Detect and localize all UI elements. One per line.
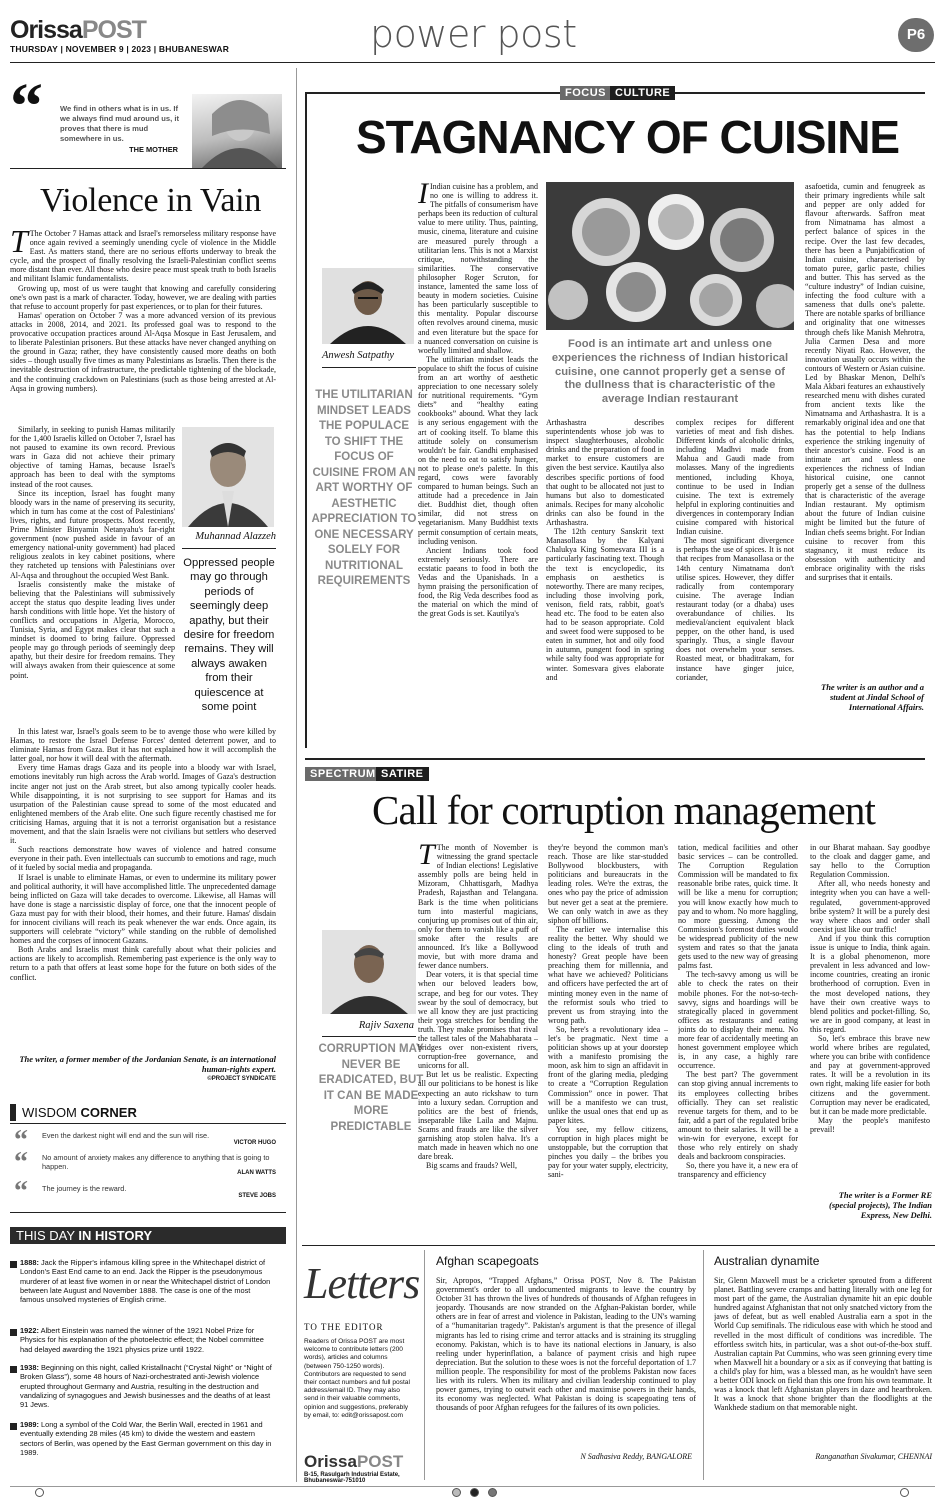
caption-rule bbox=[182, 548, 276, 549]
top-quote-text: We find in others what is in us. If we always find mud around us, it proves that there is mud somewhere in us. bbox=[60, 104, 179, 143]
history-bullet-icon bbox=[10, 1366, 17, 1373]
saxena-caption: Rajiv Saxena bbox=[358, 1020, 414, 1031]
violence-body-top: T The October 7 Hamas attack and Israel's remorseless military response have once again revived a seemingly unending cycle of violence in the Middle East. As matters stand, there are no serious efforts underway to break the cycle, and the prospect of finally resolving the Israeli-Palestinian conflict seems more distant than ever. All those who desire peace must speak truth to both Israelis and militant Islamic fundamentalists. Growing up, most of us were taught that knowing and carefully considering one's own past is a mark of character. Today, however, we are dealing with parties that refuse to account properly for past experiences, or to plan for their futures. Hamas' operation on October 7 was a more advanced version of its previous attacks in 2008, 2014, and 2021. Its professed goal was to respond to the provocative occupation practices around Al-Aqsa Mosque in East Jerusalem, and to liberate Palestinian prisoners. But these attacks have never changed anything on the ground in Gaza; rather, they have consistently caused more deaths on both sides – though usually five times as many Palestinians as Israelis. Then there is the inevitable destruction of infrastructure, the predictable tightening of the blockade, and the continuing crackdown on Palestinians (such as those being arrested at Al-Aqsa in growing numbers). bbox=[10, 229, 276, 393]
the-mother-photo bbox=[192, 94, 282, 168]
corruption-para: The best part? The government can stop giving annual increments to its employees collecting bribes officially. They can set realistic revenue targets for them, and to be fair, add a part of the regulated bribe amount to their salaries. It will be a win-win for everyone, except for those who rely entirely on shady deals and backroom conspiracies. bbox=[678, 1070, 798, 1162]
letter-2-sender: Ranganathan Sivakumar, CHENNAI bbox=[815, 1452, 932, 1461]
satpathy-caption: Anwesh Satpathy bbox=[322, 350, 395, 361]
cuisine-para: Indian cuisine has a problem, and no one is willing to address it. The pitfalls of consumerism have perhaps been its reduction of cultural value to mere utility. Thus, painting, music, cinema, literature and cuisine are measured purely through a utilitarian lens. This is not a Marxist critique, notwithstanding the similarities. The conservative philosopher Roger Scruton, for instance, lamented the same loss of beauty in modern societies. Cuisine has been particularly susceptible to this mentality. Popular discourse often revolves around cinema, music and even literature but the space for a nuanced conversation on cuisine is woefully limited and shallow. bbox=[418, 182, 538, 355]
cuisine-col-2 bbox=[546, 418, 664, 722]
cuisine-signoff: The writer is an author and a student at Jindal School of International Affairs. bbox=[821, 682, 924, 712]
corruption-para: The tech-savvy among us will be able to check the rates on their mobile phones. For the not-so-tech-savvy, signs and hoardings will be strategically placed in government offices as restaurants and eating joints do to display their menu. No more fear of accidentally meeting an honest government employee which is, in any case, a highly rare occurrence. bbox=[678, 970, 798, 1071]
corruption-para: Big scams and frauds? Well, bbox=[426, 1161, 517, 1171]
corruption-para: The month of November is witnessing the grand spectacle of Indian elections! Legislative assembly polls are being held in Mizoram, Chhattisgarh, Madhya Pradesh, Rajasthan and Telangana. Bark is the time when politicians turn into masterful magicians, conjuring up promises out of thin air, only for them to vanish like a puff of smoke after the results are announced. It's like a Bollywood movie, but with more drama and fewer dance numbers. bbox=[418, 843, 538, 971]
violence-headline: Violence in Vain bbox=[40, 182, 262, 219]
cuisine-para: Ancient Indians took food extremely seriously. There are ecstatic paeans to food in both the Vedas and the Upanishads. In a hymn praising the personification of food, the Rig Veda describes food as the material on which the mind of the great Gods is set. Kautilya's bbox=[418, 545, 538, 619]
section-title: power post bbox=[370, 12, 577, 56]
wisdom-author-2: ALAN WATTS bbox=[237, 1170, 276, 1176]
registration-mark-icon bbox=[452, 1488, 461, 1497]
food-thali-photo bbox=[546, 182, 794, 330]
history-title: THIS DAY IN HISTORY bbox=[10, 1227, 286, 1244]
corruption-pull-quote: CORRUPTION MAY NEVER BE ERADICATED, BUT IT CAN BE MADE MORE PREDICTABLE bbox=[318, 1043, 424, 1133]
corruption-tag-satire: SATIRE bbox=[376, 767, 429, 781]
registration-mark-icon bbox=[35, 1488, 44, 1497]
letters-info: Readers of Orissa POST are most welcome to contribute letters (200 words), articles and columns (between 750-1250 words). Contributors are requested to send their contact numbers and full postal address/email ID. They may also send in their valuable comments, opinion and suggestions, preferably by email, to: edit@orissapost.com bbox=[304, 1338, 410, 1419]
violence-para: Hamas' operation on October 7 was a more advanced version of its previous attacks in 2008, 2014, and 2021. Its professed goal was to respond to the provocative occupation practices around Al-Aqsa Mosque in East Jerusalem, and to liberate Palestinian prisoners. But these attacks have never changed anything on the ground in Gaza; rather, they have consistently caused more deaths on both sides – though usually five times as many Palestinians as Israelis. Then there is the inevitable destruction of infrastructure, the predictable tightening of the blockade, and the continuing crackdown on Palestinians (such as those being arrested at Al-Aqsa in growing numbers). bbox=[10, 310, 276, 393]
corruption-para: Dear voters, it is that special time when our beloved leaders bow, scrape, and beg for our votes. They swear by the soul of democracy, but we all know they are just practicing their yoga stretches for bending the truth. They make promises that rival the tallest tales of the Mahabharata – bridges over non-existent rivers, corruption-free governance, and unicorns for all. bbox=[418, 970, 538, 1071]
letter-1-title: Afghan scapegoats bbox=[436, 1254, 539, 1268]
letter-2-text: Sir, Glenn Maxwell must be a cricketer sprouted from a different planet. Battling severe cramps and batting literally with one leg for most part of the game, the Australian dynamite hit an epic double hundred against Afghanistan that not only snatched victory from the jaws of defeat, but as well enabled Australia earn a spot in the World Cup semifinals. The ridiculous ease with which he stood and revelled in the most difficult of conditions was incredible. The effortless switch hits, in particular, was a shot out-of-the-box stuff. Australian captain Pat Cummins, who was seen grinning every time when Maxwell hit a boundary or a six as if conveying that batting is a child's play for him, was a blessed man, as he wouldn't have seen a better ODI knock on field than this one from his own teammate. It was a knock that left Afghanistan players in daze and heartbroken. It was a knock that shone brighter than the floodlights at the Wankhede stadium on that memorable night. bbox=[714, 1276, 932, 1413]
wisdom-author-3: STEVE JOBS bbox=[238, 1193, 276, 1199]
corruption-headline: Call for corruption management bbox=[372, 787, 876, 833]
corruption-para: But let us be realistic. Expecting all our politicians to be honest is like expecting an auto rickshaw to turn into a luxury sedan. Corruption and politics are the best of friends, inseparable like Laila and Majnu. Scams and frauds are like the silver garnishing atop stolen halva. It's a match made in heaven which no one dare break. bbox=[418, 1070, 538, 1162]
letters-subtitle: TO THE EDITOR bbox=[304, 1322, 384, 1332]
violence-para: Similarly, in seeking to punish Hamas militarily for the 1,400 Israelis killed on October 7, Israel has not paused to examine its own record. Previous wars in Gaza did not achieve their primary objective of taming Hamas, because Israel's approach has been to deal with the symptoms instead of the root causes. bbox=[10, 425, 175, 489]
corruption-para: May the people's manifesto prevail! bbox=[810, 1115, 930, 1134]
cuisine-headline: STAGNANCY OF CUISINE bbox=[356, 111, 900, 163]
wisdom-title: WISDOM CORNER bbox=[10, 1104, 280, 1121]
corruption-col-1: T The month of November is witnessing the grand spectacle of Indian elections! Legislative assembly polls are being held in Mizoram, Chhattisgarh, Madhya Pradesh, Rajasthan and Telangana. Bark is the time when politicians turn into masterful magicians, conjuring up promises out of thin air, only for them to vanish like a puff of smoke after the results are announced. It's like a Bollywood movie, but with more drama and fewer dance numbers. Dear voters, it is that special time when our beloved leaders bow, scrape, and beg for our votes. They swear by the soul of democracy, but we all know they are just practicing their yoga stretches for bending the truth. They make promises that rival the tallest tales of the Mahabharata – bridges over non-existent rivers, corruption-free governance, and unicorns for all. But let us be realistic. Expecting all our politicians to be honest is like expecting an auto rickshaw to turn into a luxury sedan. Corruption and politics are the best of friends, inseparable like Laila and Majnu. Scams and frauds are like the silver garnishing atop stolen halva. It's a match made in heaven which no one dare break. Big scams and frauds? Well, bbox=[418, 843, 538, 1171]
corruption-col-2 bbox=[548, 843, 668, 1233]
corruption-para: So, here's a revolutionary idea – let's be pragmatic. Next time a politician shows up at your doorstep with a manifesto promising the moon, ask him to sign an affidavit in front of the glaring media, pledging to create a “Corruption Regulation Commission” once in power. That will be a manifesto we can trust, unlike the usual ones that end up as paper kites. bbox=[548, 1024, 668, 1125]
wisdom-author-1: VICTOR HUGO bbox=[233, 1140, 276, 1146]
violence-para: In this latest war, Israel's goals seem to be to avenge those who were killed by Hamas, to restore the Israel Defense Forces' dented deterrent power, and to eliminate Hamas from Gaza. But it has not explained how it will accomplish the latter goal, nor how it will deal with the aftermath. bbox=[10, 727, 276, 764]
letters-title: Letters bbox=[304, 1259, 420, 1308]
food-photo-caption: Food is an intimate art and unless one experiences the richness of Indian historical cuisine, one cannot properly get a sense of the dullness that is characteristic of the average Indian restaurant bbox=[551, 338, 789, 406]
cuisine-para: Arthashastra describes superintendents whose job was to inspect slaughterhouses, alcoholic drinks and the preparation of food in market to ensure customers are given the best service. Kautilya also describes specific portions of food that ought to be allocated not just to humans but also to domesticated animals. Recipes for many alcoholic drinks can also be found in the Arthashastra. bbox=[546, 418, 664, 528]
corruption-para: So, let's embrace this brave new world where bribes are regulated, where you can bribe with confidence and pay at government-approved rates. It will be a revolution in its own right, making life easier for both citizens and the government. Corruption may never be eradicated, but it can be made more predictable. bbox=[810, 1033, 930, 1116]
quote-mark-icon: “ bbox=[14, 1125, 28, 1156]
column-divider bbox=[296, 68, 297, 1482]
history-bullet-icon bbox=[10, 1423, 17, 1430]
satpathy-photo bbox=[322, 268, 414, 344]
violence-para: Every time Hamas drags Gaza and its people into a bloody war with Israel, emotions inevitably run high across the Arab world. Images of Gaza's destruction incite anger not just on the Arab street, but also among typically cooler heads. While disappointing, it is not surprising to see support for Hamas and its usurpation of the Palestinian cause spread to some of the most educated and enlightened members of the Arab elite. One such figure recently chastised me for criticising Hamas, arguing that it is not a terrorist organisation but a resistance movement, and that the slain Israelis were not civilians but settlers who deserved it. bbox=[10, 763, 276, 846]
violence-body-left bbox=[10, 425, 175, 725]
quote-rule bbox=[10, 168, 286, 169]
history-item-1888: 1888: Jack the Ripper's infamous killing spree in the Whitechapel district of London's East End came to an end. Jack the Ripper is the pseudonymous murderer of at least five women in or near the Whitechapel district of London between late August and November 1888. The case is one of the most famous unsolved mysteries of English crime. bbox=[20, 1258, 271, 1305]
saxena-photo bbox=[322, 930, 416, 1014]
top-rule bbox=[10, 62, 935, 63]
corruption-para: tation, medical facilities and other basic services – can be controlled. The Corruption Regulation Commission will be mandated to fix reasonable bribe rates, quick time. It will be like a menu for corruption; you will know exactly how much to pay and to whom. No more haggling, no more guessing. Among the Commission's foremost duties would be widespread publicity of the new system and rates so that the janata gets used to the new way of greasing palms fast. bbox=[678, 843, 798, 971]
corruption-tag-spectrum: SPECTRUM bbox=[305, 767, 381, 781]
cuisine-tag-focus: FOCUS bbox=[560, 86, 611, 100]
violence-signoff: The writer, a former member of the Jordanian Senate, is an international human-rights expert. bbox=[19, 1054, 276, 1074]
violence-para: If Israel is unable to eliminate Hamas, or even to undermine its military power and political authority, it will have accomplished little. The unprecedented damage being inflicted on Gaza will take decades to overcome. Likewise, all Hamas will have done is stage a narcissistic display of force, one that the innocent people of Gaza must pay for with their blood, their homes, and their future. Hamas' disdain for innocent civilians will reach its peak whenever the war ends. Once again, its supporters will celebrate “victory” while standing on the rubble of demolished homes and the corpses of innocent Gazans. bbox=[10, 872, 276, 946]
violence-para: Both Arabs and Israelis must think carefully about what their policies and actions are likely to accomplish. Remembering past experience is the only way to return to a path that offers at least some hope for the future on both sides of the conflict. bbox=[10, 945, 276, 982]
corruption-para: And if you think this corruption issue is unique to India, think again. It is a global phenomenon, more prevalent in less advanced and low-income countries, creating an ironic brotherhood of corruption. Even in the most developed nations, they have their own creative ways to blend politics and pocket-filling. So, we are in good company, at least in this regard. bbox=[810, 933, 930, 1034]
violence-para: Growing up, most of us were taught that knowing and carefully considering one's own past is a mark of character. Today, however, we are dealing with parties that refuse to account properly for past experiences, or to plan for their futures. bbox=[10, 283, 276, 311]
page-number: P6 bbox=[898, 18, 934, 52]
violence-para: The October 7 Hamas attack and Israel's remorseless military response have once again revived a seemingly unending cycle of violence in the Middle East. As matters stand, there are no serious efforts underway to break the cycle, and the prospect of finally resolving the Israeli-Palestinian conflict seems more distant than ever. All those who desire peace must speak truth to both Israelis and militant Islamic fundamentalists. bbox=[10, 229, 276, 284]
registration-mark-icon bbox=[488, 1488, 497, 1497]
quote-mark-icon: “ bbox=[14, 1176, 28, 1207]
violence-para: Such reactions demonstrate how waves of violence and hatred consume everyone in their path. Even intellectuals can succumb to emotions and rage, much of it fueled by social media and propaganda. bbox=[10, 845, 276, 873]
date-line: THURSDAY | NOVEMBER 9 | 2023 | BHUBANESWAR bbox=[10, 44, 230, 54]
wisdom-quote-1: Even the darkest night will end and the sun will rise. bbox=[42, 1131, 210, 1140]
cuisine-col-1: I Indian cuisine has a problem, and no one is willing to address it. The pitfalls of consumerism have perhaps been its reduction of cultural value to mere utility. Thus, painting, music, cinema, literature and cuisine are measured purely through a utilitarian lens. This is not a Marxist critique, notwithstanding the similarities. The conservative philosopher Roger Scruton, for instance, lamented the same loss of beauty in modern societies. Cuisine has been particularly susceptible to this mentality. Popular discourse often revolves around cinema, music and even literature but the space for a nuanced conversation on cuisine is woefully limited and shallow. The utilitarian mindset leads the populace to shift the focus of cuisine from an art worthy of aesthetic appreciation to one necessary solely for nutritional requirements. “Gym diets” and “healthy eating cookbooks” abound. What they lack is any serious engagement with the art of cooking itself. To blame this attitude solely on consumerism wouldn't be fair. Gandhi emphasised on the need to eat to satisfy hunger, not to please one's palette. In this regard, cows were favorably compared to human beings. Such an attitude had a precedence in Jain diet. Buddhist diet, though often similar, did not stress on vegetarianism. Many Buddhist texts permit consumption of certain meats, including venison. Ancient Indians took food extremely seriously. There are ecstatic paeans to food in both the Vedas and the Upanishads. In a hymn praising the personification of food, the Rig Veda describes food as the material on which the mind of the great Gods is set. Kautilya's bbox=[418, 182, 538, 619]
violence-body-bottom bbox=[10, 727, 276, 1045]
registration-mark-icon bbox=[470, 1488, 479, 1497]
wisdom-quote-2: No amount of anxiety makes any difference to anything that is going to happen. bbox=[42, 1153, 270, 1171]
top-quote-author: THE MOTHER bbox=[129, 145, 178, 154]
violence-credit: ©PROJECT SYNDICATE bbox=[207, 1076, 276, 1082]
cuisine-para: The most significant divergence is perhaps the use of spices. It is not that recipes from Manasollasa or the 14th century Nimatnama don't utilise spices. However, they differ radically from contemporary cuisine. The average Indian restaurant today (or a dhaba) uses overabundance of chilies. Its medieval/ancient equivalent black pepper, on the other hand, is used sparingly. Thus, a single flavour does not overwhelm your senses. Roasted meat, or bhaditrakam, for instance have ginger juice, coriander, bbox=[676, 536, 794, 682]
alazzeh-photo bbox=[182, 427, 274, 527]
cuisine-col-3 bbox=[676, 418, 794, 722]
cuisine-col-4 bbox=[805, 182, 925, 678]
masthead-logo: OrissaPOST bbox=[10, 16, 146, 44]
cuisine-para: asafoetida, cumin and fenugreek as their primary ingredients while salt and pepper are only added for flavour afterwards. Saffron meat from Nimatnama has almost a perfect balance of spices in the recipe. Over the last few decades, there has been a Punjabification of Indian cuisine, characterised by tomato puree, garlic paste, chilies and butter. This has served as the “culture industry” of Indian cuisine, infecting the food culture with a sameness that dulls one's palette. There are notable sparks of brilliance and originality that one witnesses through chefs like Manish Mehrotra, Julia Carmen Desa and more recently Niyati Rao. However, the innovation usually occurs within the contours of Western or Asian cuisine. Led by Bhaskar Menon, Delhi's Mala Akbari features an exhaustively researched menu with dishes curated from ancient texts like the Nimatnama and Arthashastra. It is a remarkably original idea and one that has the potential to help Indians experience the striking ingenuity of their ancestor's cuisine. Food is an intimate art and unless one experiences the richness of Indian historical cuisine, one cannot properly get a sense of the dullness that is characteristic of the average Indian restaurant. My optimism about the future of Indian cuisine might be limited but the future of Indian chefs seems bright. For Indian cuisine to recover from this stagnancy, it must reduce its obsession with authenticity and embrace originality with the risks and surprises that it entails. bbox=[805, 182, 925, 583]
violence-para: Israelis consistently make the mistake of believing that the Palestinians will submissively accept the status quo despite leading lives under harsh conditions with little hope. Yet the history of conflicts and occupations in Algeria, Morocco, Tunisia, Syria, and Egypt makes clear that such a mindset is doomed to bring failure. Oppressed people may go through periods of seemingly deep apathy, but their desire for freedom remains. They will always awaken from their quiescence at some point. bbox=[10, 579, 175, 680]
history-item-1989: 1989: Long a symbol of the Cold War, the Berlin Wall, erected in 1961 and eventually extending 28 miles (45 km) to divide the western and eastern sectors of Berlin, was opened by the East German government on this day in 1989. bbox=[20, 1420, 272, 1457]
history-bullet-icon bbox=[10, 1261, 17, 1268]
violence-para: Since its inception, Israel has fought many bloody wars in the name of preserving its security, which in turn has come at the cost of Palestinians' lives, rights, and future prospects. Most recently, Prime Minister Binyamin Netanyahu's far-right government (now pushed aside in favour of an emergency national-unity government) had placed religious zealots in key cabinet positions, where they ratcheted up tensions with Palestinians over Al-Aqsa and throughout the occupied West Bank. bbox=[10, 488, 175, 580]
violence-pull-quote: Oppressed people may go through periods of seemingly deep apathy, but their desire for freedom remains. They will always awaken from their quiescence at some point bbox=[183, 557, 275, 714]
letter-1-text: Sir, Apropos, “Trapped Afghans,” Orissa POST, Nov 8. The Pakistan government's order to all undocumented migrants to leave the country by October 31 has thrown the lives of hundreds of thousands of Afghan refugees in jeopardy. Thousands are now stranded on the Afghan-Pakistan border, while others are in fear of arrest and violence in Pakistan, leading to the UN's warning of a “humanitarian tragedy”. Pakistan's argument is that the presence of illegal migrants has led to rising crime and terror attacks and is straining its struggling economy. Pakistan, which is to have its national elections in January, is also reeling under hyperinflation, a balance of payment crisis and high rupee depreciation. But the solution to these woes is not the forceful deportation of 1.7 million people. The responsibility for most of the problems Pakistan now faces lies with its rulers. When its military and civilian leadership continued to play power games, trying to outwit each other and maximise powers in their hands, its economy was neglected. What Pakistan is doing is scapegoating tens of thousands of poor Afghan refugees for the failures of its own policies. bbox=[436, 1276, 696, 1413]
history-bullet-icon bbox=[10, 1329, 17, 1336]
corruption-para: So, there you have it, a new era of transparency and efficiency bbox=[678, 1161, 798, 1180]
corruption-para: You see, my fellow citizens, corruption in high places might be unstoppable, but the corruption that pinches you daily – the bribes you pay for your water supply, electricity, sani- bbox=[548, 1124, 668, 1180]
corruption-para: After all, who needs honesty and integrity when you can have a well-regulated, government-approved bribe system? It will be a purely desi way where chaos and order shall coexist just like our traffic! bbox=[810, 879, 930, 934]
letter-2-title: Australian dynamite bbox=[714, 1254, 820, 1268]
cuisine-para: The 12th century Sanskrit text Manasollasa by the Kalyani Chalukya King Somesvara III is a particularly fascinating text. Though the text is encyclopedic, its emphasis on aesthetics is noteworthy. There are many recipes, including those involving pork, venison, field rats, rabbit, goat's head etc. The food to be eaten also had to be season appropriate. Cold and sweet food were supposed to be eaten in summer, hot and oily food in autumn, pungent food in spring while salty food was appropriate for winter. Somesvara gives elaborate and bbox=[546, 527, 664, 682]
letter-1-sender: N Sadhasiva Reddy, BANGALORE bbox=[580, 1452, 692, 1461]
quote-mark-icon: “ bbox=[10, 70, 43, 143]
letters-address: B-15, Rasulgarh Industrial Estate, Bhubaneswar-751010 bbox=[304, 1472, 400, 1484]
cuisine-pull-quote: THE UTILITARIAN MINDSET LEADS THE POPULACE TO SHIFT THE FOCUS OF CUISINE FROM AN ART WORTHY OF AESTHETIC APPRECIATION TO ONE NECESSARY SOLELY FOR NUTRITIONAL REQUIREMENTS bbox=[311, 389, 417, 587]
corruption-para: The earlier we internalise this reality the better. Why should we cling to the ideals of truth and honesty? Great people have been preaching them for millennia, and what have we achieved? Politicians and officers have perfected the art of minting money even in the name of the reformist souls who tried to prevent us from straying into the wrong path. bbox=[548, 924, 668, 1025]
cuisine-tag-culture: CULTURE bbox=[610, 86, 675, 100]
corruption-signoff: The writer is a Former RE (special projects), The Indian Express, New Delhi. bbox=[829, 1190, 932, 1220]
quote-mark-icon: “ bbox=[14, 1147, 28, 1178]
corruption-col-3 bbox=[678, 843, 798, 1233]
alazzeh-caption: Muhannad Alazzeh bbox=[195, 531, 276, 542]
cuisine-para: The utilitarian mindset leads the populace to shift the focus of cuisine from an art worthy of aesthetic appreciation to one necessary solely for nutritional requirements. “Gym diets” and “healthy eating cookbooks” abound. What they lack is any serious engagement with the art of cooking itself. To blame this attitude solely on consumerism wouldn't be fair. Gandhi emphasised on the need to eat to satisfy hunger, not to please one's palette. In this regard, cows were favorably compared to human beings. Such an attitude had a precedence in Jain diet. Buddhist diet, though often similar, did not stress on vegetarianism. Many Buddhist texts permit consumption of certain meats, including venison. bbox=[418, 354, 538, 546]
corruption-para: in our Bharat mahaan. Say goodbye to the cloak and dagger game, and say hello to the Corruption Regulation Commission. bbox=[810, 843, 930, 880]
history-item-1938: 1938: Beginning on this night, called Kristallnacht (“Crystal Night” or “Night of Broken Glass”), some 48 hours of Nazi-orchestrated anti-Jewish violence erupted throughout Germany and Austria, resulting in the destruction and vandalizing of synagogues and Jewish businesses and the deaths of at least 91 Jews. bbox=[20, 1363, 272, 1410]
corruption-col-4 bbox=[810, 843, 930, 1177]
cuisine-para: complex recipes for different varieties of meat and fish dishes. Different kinds of alcoholic drinks, including Madhvi made from Mahua and Gaudi made from molasses. Many of the ingredients mentioned, including Khoya, continue to be used in Indian cuisine. The text is extremely helpful in exploring continuities and divergences in contemporary Indian cuisine compared with historical Indian cuisine. bbox=[676, 418, 794, 537]
letters-logo: OrissaPOST bbox=[304, 1452, 404, 1471]
registration-mark-icon bbox=[900, 1488, 909, 1497]
history-item-1922: 1922: Albert Einstein was named the winner of the 1921 Nobel Prize for Physics for his explanation of the photoelectric effect; the Nobel committee had delayed awarding the 1921 physics prize until 1922. bbox=[20, 1326, 264, 1354]
wisdom-quote-3: The journey is the reward. bbox=[42, 1184, 127, 1193]
corruption-para: they're beyond the common man's reach. Those are like star-studded Bollywood blockbusters, with politicians and bureaucrats in the leading roles. We're the extras, the ones who pay the price of admission but never get a seat at the premiere. We can only watch in awe as they siphon off billions. bbox=[548, 843, 668, 925]
